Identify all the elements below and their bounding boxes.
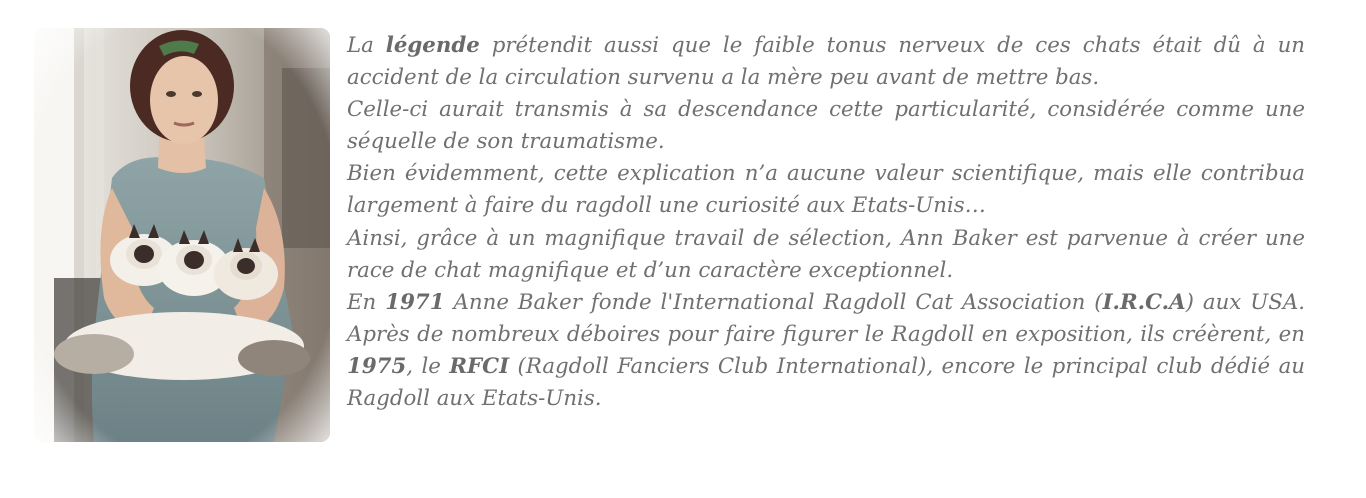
bold-text: I.R.C.A <box>1102 289 1186 315</box>
text-run: (Ragdoll Fanciers Club International), encore le principal club dédié au Ragdoll aux Etats-Unis. <box>347 353 1305 412</box>
text-run: Bien évidemment, cette explication n’a aucune valeur scientifique, mais elle contribua largement à faire du ragdoll une curiosité aux Etats-Unis… <box>347 161 1305 219</box>
paragraph-1 <box>347 30 1305 94</box>
text-run: , le <box>406 353 450 379</box>
text-run: ) aux USA. Après de nombreux déboires pour faire figurer le Ragdoll en exposition, ils créèrent, en <box>347 289 1305 347</box>
bold-text: 1971 <box>385 289 445 315</box>
ann-baker-with-cats-photo-icon <box>34 28 330 442</box>
text-run: prétendit aussi que le faible tonus nerveux de ces chats était dû à un accident de la circulation survenu a la mère peu avant de mettre bas. <box>347 33 1305 91</box>
text-run: En <box>347 289 386 315</box>
paragraph-4 <box>347 223 1305 287</box>
text-run: La <box>347 33 386 58</box>
text-run: Celle-ci aurait transmis à sa descendance cette particularité, considérée comme une séquelle de son traumatisme. <box>347 97 1305 155</box>
bold-text: RFCI <box>449 353 510 379</box>
ann-baker-photo <box>34 28 330 442</box>
paragraph-3 <box>347 158 1305 222</box>
bold-text: légende <box>385 33 480 58</box>
paragraph-5 <box>347 287 1305 415</box>
article-text <box>347 30 1305 415</box>
text-run: Ainsi, grâce à un magnifique travail de sélection, Ann Baker est parvenue à créer une race de chat magnifique et d’un caractère exceptionnel. <box>347 225 1305 283</box>
text-run: Anne Baker fonde l'International Ragdoll Cat Association ( <box>444 289 1103 315</box>
paragraph-2 <box>347 94 1305 158</box>
bold-text: 1975 <box>347 353 407 379</box>
